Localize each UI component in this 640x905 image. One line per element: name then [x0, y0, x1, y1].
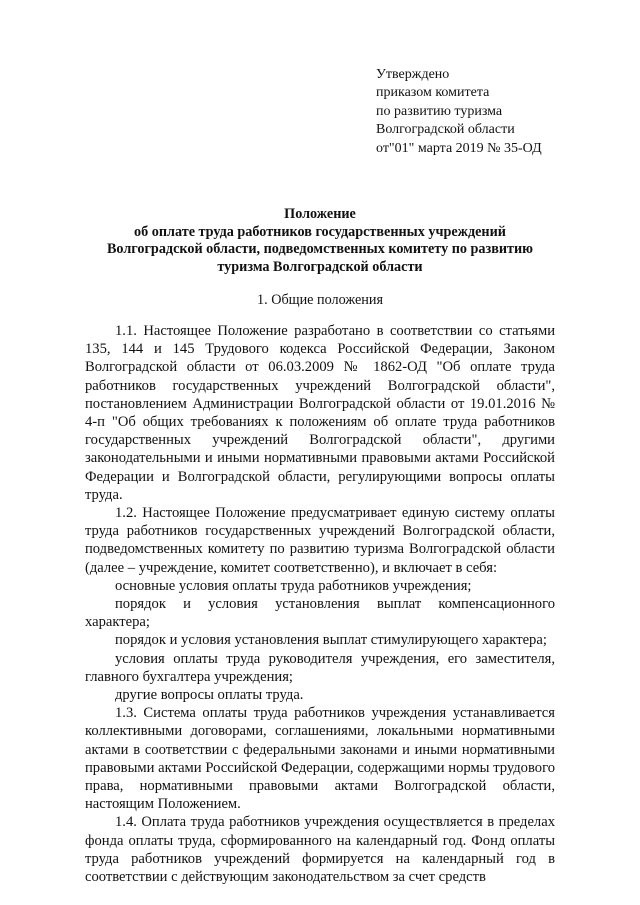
title-line: об оплате труда работников государственных учреждений: [134, 223, 506, 240]
title-line: туризма Волгоградской области: [217, 258, 423, 275]
list-item: условия оплаты труда руководителя учреждения, его заместителя, главного бухгалтера учреждения;: [85, 650, 555, 685]
section-heading: 1. Общие положения: [257, 292, 383, 308]
paragraph-1-3: 1.3. Система оплаты труда работников учреждения устанавливается коллективными договорами, соглашениями, локальными нормативными актами в соответствии с федеральными законами и иными нормативными правовыми актами Российской Федерации, содержащими нормы трудового права, нормативными правовыми актами Волгоградской области, настоящим Положением.: [85, 705, 555, 813]
list-item: порядок и условия установления выплат компенсационного характера;: [85, 596, 555, 631]
approval-line: Утверждено: [376, 67, 450, 82]
approval-line: Волгоградской области: [376, 122, 515, 138]
paragraph-1-2: 1.2. Настоящее Положение предусматривает единую систему оплаты труда работников государственных учреждений Волгоградской области, подведомственных комитету по развитию туризма Волгоградской области (далее – учреждение, комитет соответственно), и включает в себя:: [85, 505, 555, 576]
approval-stamp: [376, 66, 542, 158]
list-item: другие вопросы оплаты труда.: [115, 687, 304, 704]
list-item: основные условия оплаты труда работников учреждения;: [115, 577, 472, 594]
approval-line: приказом комитета: [376, 85, 490, 101]
paragraph-1-4: 1.4. Оплата труда работников учреждения осуществляется в пределах фонда оплаты труда, сформированного на календарный год. Фонд оплаты труда работников учреждений формируется на календарный год в соответствии с действующим законодательством за счет средств: [85, 814, 555, 886]
list-item: порядок и условия установления выплат стимулирующего характера;: [115, 632, 547, 649]
paragraph-1-1: 1.1. Настоящее Положение разработано в соответствии со статьями 135, 144 и 145 Трудового кодекса Российской Федерации, Законом Волгоградской области от 06.03.2009 № 1862-ОД "Об оплате труда работников государственных учреждений Волгоградской области", постановлением Администрации Волгоградской области от 19.01.2016 № 4-п "Об общих требованиях к положениям об оплате труда работников государственных учреждений Волгоградской области", другими законодательными и иными нормативными правовыми актами Российской Федерации и Волгоградской области, регулирующими вопросы оплаты труда.: [85, 323, 555, 503]
approval-line: от"01" марта 2019 № 35-ОД: [376, 140, 542, 156]
title-line: Положение: [284, 206, 356, 222]
document-body: [85, 322, 555, 886]
approval-line: по развитию туризма: [376, 103, 503, 119]
document-title: [70, 206, 570, 276]
title-line: Волгоградской области, подведомственных комитету по развитию: [106, 241, 534, 258]
